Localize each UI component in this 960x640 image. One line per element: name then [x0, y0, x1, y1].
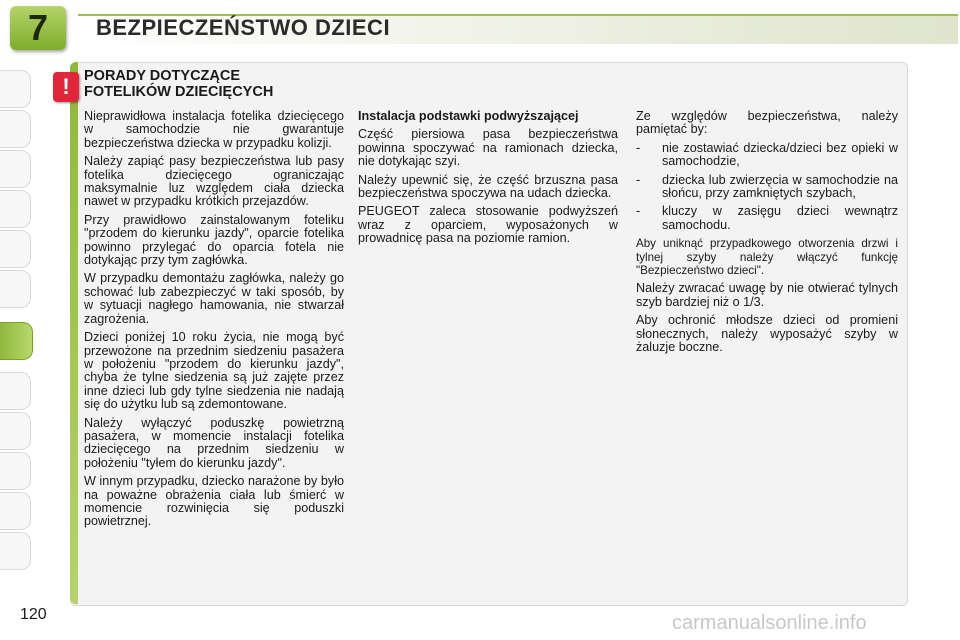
paragraph: Przy prawidłowo zainstalowanym foteliku "przodem do kierunku jazdy", oparcie fotelika powinno przylegać do oparcia fotela nie dotykając przy tym zagłówka.	[84, 212, 344, 268]
paragraph: Nieprawidłowa instalacja fotelika dziecięcego w samochodzie nie gwarantuje bezpieczeństwa dziecka w przypadku kolizji.	[84, 109, 344, 150]
chapter-tab[interactable]	[0, 532, 31, 570]
paragraph: Ze względów bezpieczeństwa, należy pamiętać by:	[636, 109, 898, 137]
paragraph: Dzieci poniżej 10 roku życia, nie mogą być przewożone na przednim siedzeniu pasażera w położeniu "przodem do kierunku jazdy", chyba że tylne siedzenia są już zajęte przez inne dzieci lub gdy tylne siedzenia nie nadają się do użytku lub są zdemontowane.	[84, 330, 344, 412]
page-header	[0, 0, 960, 52]
list-dash: -	[636, 204, 641, 219]
chapter-tab[interactable]	[0, 372, 31, 410]
chapter-tab[interactable]	[0, 412, 31, 450]
list-item-text: dziecka lub zwierzęcia w samochodzie na słońcu, przy zamkniętych szybach,	[662, 172, 898, 201]
paragraph: Należy zwracać uwagę by nie otwierać tylnych szyb bardziej niż o 1/3.	[636, 281, 898, 309]
panel-accent-bar	[70, 62, 78, 604]
exclamation-mark-icon: !	[62, 74, 70, 99]
chapter-tab[interactable]	[0, 190, 31, 228]
paragraph: Aby ochronić młodsze dzieci od promieni słonecznych, należy wyposażyć szyby w żaluzje boczne.	[636, 313, 898, 355]
chapter-tab[interactable]	[0, 230, 31, 268]
paragraph: Część piersiowa pasa bezpieczeństwa powinna spoczywać na ramionach dziecka, nie dotykając szyi.	[358, 127, 618, 169]
chapter-tab[interactable]	[0, 452, 31, 490]
paragraph: Aby uniknąć przypadkowego otworzenia drzwi i tylnej szyby należy włączyć funkcję "Bezpieczeństwo dzieci".	[636, 237, 898, 278]
section-title-line1: PORADY DOTYCZĄCE	[84, 68, 241, 84]
chapter-tab[interactable]	[0, 270, 31, 308]
chapter-tab[interactable]	[0, 70, 31, 108]
list-item-text: nie zostawiać dziecka/dzieci bez opieki w samochodzie,	[662, 140, 898, 169]
page-number: 120	[20, 606, 47, 623]
list-item	[636, 205, 898, 232]
paragraph: Należy zapiąć pasy bezpieczeństwa lub pasy fotelika dziecięcego ograniczając maksymalnie luz względem ciała dziecka nawet w przypadku krótkich przejazdów.	[84, 154, 344, 209]
chapter-tab[interactable]	[0, 110, 31, 148]
list-dash: -	[636, 140, 641, 155]
list-item	[636, 142, 898, 169]
paragraph: PEUGEOT zaleca stosowanie podwyższeń wraz z oparciem, wyposażonych w prowadnicę pasa na poziomie ramion.	[358, 204, 618, 246]
text-column-3	[636, 110, 898, 360]
chapter-tab-active[interactable]	[0, 322, 33, 360]
watermark: carmanualsonline.info	[672, 612, 867, 634]
chapter-tab[interactable]	[0, 492, 31, 530]
list-item	[636, 174, 898, 201]
warning-icon	[53, 72, 79, 102]
paragraph: Należy wyłączyć poduszkę powietrzną pasażera, w momencie instalacji fotelika dziecięcego na przednim siedzeniu w położeniu "tyłem do kierunku jazdy".	[84, 415, 344, 470]
chapter-tab[interactable]	[0, 150, 31, 188]
section-title	[84, 68, 273, 100]
subheading: Instalacja podstawki podwyższającej	[358, 109, 579, 123]
list-item-text: kluczy w zasięgu dzieci wewnątrz samochodu.	[662, 204, 898, 232]
chapter-badge	[10, 6, 66, 50]
text-column-2	[358, 110, 618, 251]
section-title-line2: FOTELIKÓW DZIECIĘCYCH	[84, 84, 274, 100]
text-column-1	[84, 110, 344, 534]
paragraph: W innym przypadku, dziecko narażone by było na poważne obrażenia ciała lub śmierć w momencie rozwinięcia się poduszki powietrznej.	[84, 474, 344, 529]
paragraph: W przypadku demontażu zagłówka, należy go schować lub zabezpieczyć w taki sposób, by w sytuacji nagłego hamowania, nie stwarzał zagrożenia.	[84, 271, 344, 326]
list-dash: -	[636, 172, 641, 187]
page-title: BEZPIECZEŃSTWO DZIECI	[96, 15, 391, 40]
paragraph: Należy upewnić się, że część brzuszna pasa bezpieczeństwa spoczywa na udach dziecka.	[358, 172, 618, 201]
chapter-number: 7	[27, 7, 49, 48]
